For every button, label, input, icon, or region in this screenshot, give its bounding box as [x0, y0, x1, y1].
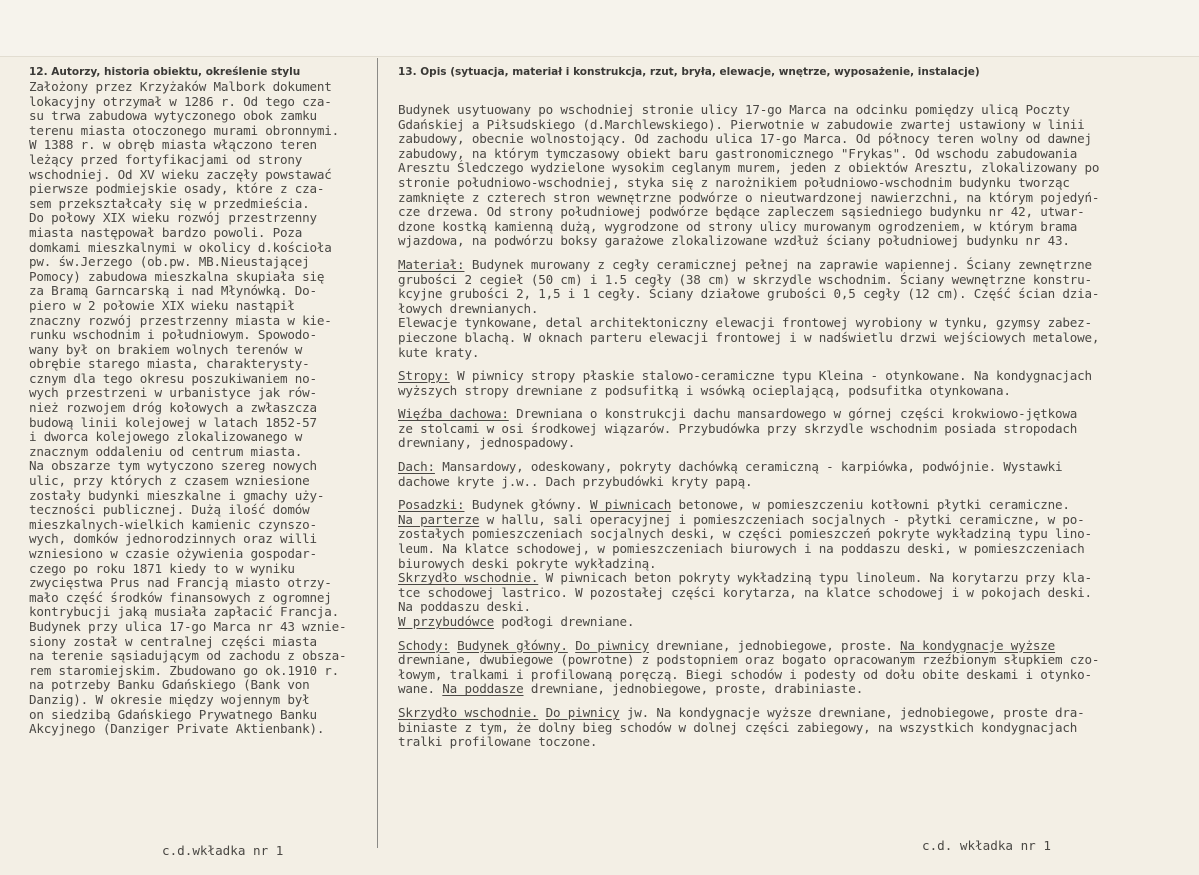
history-line: su trwa zabudowa wytyczonego obok zamku	[29, 108, 317, 124]
description-line	[398, 706, 1188, 721]
description-line	[398, 735, 1188, 750]
line-text: kcyjne grubości 2, 1,5 i 1 cegły. Ściany działowe grubości 0,5 cegły (12 cm). Część ścian dzia-	[398, 286, 1100, 302]
description-line	[398, 653, 1188, 668]
description-line	[398, 346, 1188, 361]
line-text: drewniane, jednobiegowe, proste, drabiniaste.	[523, 681, 864, 697]
history-line: i dworca kolejowego zlokalizowanego w	[29, 429, 303, 445]
history-line: Pomocy) zabudowa mieszkalna skupiała się	[29, 268, 325, 284]
line-text: łowych drewnianych.	[398, 300, 539, 316]
description-line	[398, 103, 1188, 118]
line-text: ze stolcami w osi środkowej wiązarów. Przybudówka przy skrzydle wschodnim posiada stropodach	[398, 420, 1078, 436]
continuation-note-right: c.d. wkładka nr 1	[922, 838, 1051, 853]
description-line	[398, 436, 1188, 451]
top-margin	[0, 0, 1199, 56]
description-line	[398, 407, 1188, 422]
history-line: obrębie starego miasta, charakterysty-	[29, 356, 310, 372]
section-label: W przybudówce	[398, 614, 494, 629]
line-text: Budynek główny.	[464, 497, 590, 513]
description-line	[398, 668, 1188, 683]
description-line	[398, 682, 1188, 697]
section-label: Dach:	[398, 459, 435, 475]
line-text: dzone kostką kamienną dużą, wygrodzone od strony ulicy murowanym ogrodzeniem, w którym brama	[398, 218, 1078, 234]
history-line: zostały budynki mieszkalne i gmachy uży-	[29, 487, 325, 503]
history-line: miasta następował bardzo powoli. Poza	[29, 224, 303, 240]
history-line: znacznym oddaleniu od centrum miasta.	[29, 443, 303, 459]
history-line: na potrzeby Banku Gdańskiego (Bank von	[29, 677, 310, 693]
description-line	[398, 639, 1188, 654]
line-text: Mansardowy, odeskowany, pokryty dachówką ceramiczną - karpiówka, podwójnie. Wystawki	[434, 459, 1063, 475]
line-text: biurowych deski pokryte wykładziną.	[398, 555, 657, 571]
line-text: podłogi drewniane.	[493, 614, 635, 629]
section-label: Więźba dachowa:	[398, 406, 509, 422]
description-line	[398, 302, 1188, 317]
description-line	[398, 542, 1188, 557]
description-line	[398, 571, 1188, 586]
line-text: pieczone blachą. W oknach parteru elewacji frontowej i w nadświetlu drzwi wejściowych metalowe,	[398, 329, 1100, 345]
line-text: wjazdowa, na podwórzu boksy garażowe zlokalizowane wzdłuż ściany południowej budynku nr 43.	[398, 233, 1070, 249]
description-line	[398, 600, 1188, 615]
history-line: znaczny rozwój przestrzenny miasta w kie-	[29, 312, 332, 328]
line-text: W piwnicy stropy płaskie stalowo-ceramiczne typu Kleina - otynkowane. Na kondygnacjach	[449, 368, 1092, 384]
line-text	[450, 638, 457, 653]
section-label: Schody:	[398, 637, 450, 653]
description-line	[398, 513, 1188, 528]
line-text: drewniany, jednospadowy.	[398, 435, 576, 451]
history-line: lokacyjny otrzymał w 1286 r. Od tego cza-	[29, 93, 332, 109]
history-line: zwycięstwa Prus nad Francją miasto otrzy-	[29, 575, 332, 591]
description-line	[398, 220, 1188, 235]
description-line	[398, 234, 1188, 249]
section-label: Skrzydło wschodnie.	[398, 570, 539, 586]
line-text: wane.	[398, 681, 443, 697]
history-line: ulic, przy których z czasem wzniesione	[29, 473, 310, 489]
description-line	[398, 586, 1188, 601]
line-text: cze drzewa. Od strony południowej podwórze będące zapleczem sąsiedniego budynku nr 42, utwar-	[398, 204, 1085, 220]
history-line: sem przekształcały się w przedmieścia.	[29, 195, 310, 211]
description-line	[398, 118, 1188, 133]
section-label: Na parterze	[398, 511, 480, 527]
description-line	[398, 205, 1188, 220]
line-text: jw. Na kondygnacje wyższe drewniane, jednobiegowe, proste dra-	[619, 704, 1085, 720]
history-line: Danzig). W okresie między wojennym był	[29, 691, 310, 707]
history-line: on siedzibą Gdańskiego Prywatnego Banku	[29, 706, 317, 722]
line-text: biniaste z tym, że dolny bieg schodów w dolnej części zabiegowy, na wszystkich kondygnacjach	[398, 719, 1078, 735]
description-line	[398, 615, 1188, 630]
section-12-header: 12. Autorzy, historia obiektu, określenie stylu	[29, 66, 301, 78]
line-text: drewniane, dwubiegowe (powrotne) z podstopniem oraz bogato opracowanym rzeźbionym słupkiem czo-	[398, 652, 1100, 668]
line-text: drewniane, jednobiegowe, proste.	[649, 637, 901, 653]
history-line: Budynek przy ulica 17-go Marca nr 43 wznie-	[29, 618, 347, 634]
history-text	[29, 80, 373, 737]
continuation-note-left: c.d.wkładka nr 1	[162, 843, 284, 858]
section-label: W piwnicach	[589, 497, 672, 513]
description-line	[398, 369, 1188, 384]
history-line: mało część środków finansowych z ogromnej	[29, 589, 332, 605]
line-text: W piwnicach beton pokryty wykładziną typu linoleum. Na korytarzu przy kla-	[538, 570, 1092, 586]
description-line	[398, 287, 1188, 302]
line-text: betonowe, w pomieszczeniu kotłowni płytki ceramiczne.	[671, 497, 1070, 513]
history-line: czego po roku 1871 kiedy to w wyniku	[29, 560, 295, 576]
line-text: leum. Na klatce schodowej, w pomieszczeniach biurowych i na poddaszu deski, w pomieszczeniach	[398, 541, 1085, 557]
section-13-header: 13. Opis (sytuacja, materiał i konstrukcja, rzut, bryła, elewacje, wnętrze, wyposażenie, instalacje)	[398, 66, 980, 78]
history-line: wych przestrzeni w urbanistyce jak rów-	[29, 385, 317, 401]
section-label: Materiał:	[398, 256, 465, 272]
description-line	[398, 460, 1188, 475]
history-line: nież rozwojem dróg kołowych a zwłaszcza	[29, 400, 317, 416]
description-line	[398, 384, 1188, 399]
line-text: tce schodowej lastrico. W pozostałej części korytarza, na klatce schodowej i w pokojach deski.	[398, 584, 1092, 600]
description-line	[398, 132, 1188, 147]
line-text: Drewniana o konstrukcji dachu mansardowego w górnej części krokwiowo-jętkowa	[508, 406, 1078, 422]
line-text: Elewacje tynkowane, detal architektoniczny elewacji frontowej wyrobiony w tynku, gzymsy zabez-	[398, 315, 1092, 331]
history-line: wany był on brakiem wolnych terenów w	[29, 341, 303, 357]
history-line: terenu miasta otoczonego murami obronnymi.	[29, 122, 340, 138]
line-text: w hallu, sali operacyjnej i pomieszczeniach socjalnych - płytki ceramiczne, w po-	[479, 511, 1085, 527]
section-label: Na poddasze	[442, 681, 524, 697]
description-line	[398, 176, 1188, 191]
description-line	[398, 475, 1188, 490]
section-label: Skrzydło wschodnie.	[398, 704, 539, 720]
history-line: domkami mieszkalnymi w okolicy d.kościoła	[29, 239, 332, 255]
history-line: siony został w centralnej części miasta	[29, 633, 317, 649]
history-line: Na obszarze tym wytyczono szereg nowych	[29, 458, 317, 474]
section-label: Posadzki:	[398, 497, 465, 513]
description-line	[398, 557, 1188, 572]
section-label: Budynek główny.	[457, 637, 568, 653]
history-line: Do połowy XIX wieku rozwój przestrzenny	[29, 210, 317, 226]
line-text: zabudowy, na którym tymczasowy obiekt baru gastronomicznego "Frykas". Od wschodu zabudowania	[398, 145, 1078, 161]
line-text	[538, 705, 545, 720]
history-line: za Bramą Garncarską i nad Młynówką. Do-	[29, 283, 317, 299]
line-text: stronie południowo-wschodniej, styka się z narożnikiem południowo-wschodnim budynku tworząc	[398, 174, 1070, 190]
history-line: kontrybucji jaką musiała zapłacić Francja.	[29, 604, 340, 620]
history-line: na terenie sąsiadującym od zachodu z obsza-	[29, 648, 347, 664]
description-line	[398, 161, 1188, 176]
description-text	[398, 103, 1188, 750]
history-line: rem staromiejskim. Zbudowano go ok.1910 r.	[29, 662, 340, 678]
line-text: Gdańskiej a Piłsudskiego (d.Marchlewskiego). Pierwotnie w zabudowie zwartej ustawiony w linii	[398, 116, 1085, 132]
history-line: pw. św.Jerzego (ob.pw. MB.Nieustającej	[29, 254, 310, 270]
history-line: budową linii kolejowej w latach 1852-57	[29, 414, 317, 430]
history-line: runku wschodnim i południowym. Spowodo-	[29, 327, 317, 343]
history-line: W 1388 r. w obręb miasta włączono teren	[29, 137, 317, 153]
history-line: Akcyjnego (Danziger Private Aktienbank).	[29, 721, 325, 737]
line-text: zamknięte z czterech stron wewnętrzne podwórze o nieutwardzonej nawierzchni, na którym pojedyń-	[398, 189, 1100, 205]
line-text: Budynek usytuowany po wschodniej stronie ulicy 17-go Marca na odcinku pomiędzy ulicą Poczty	[398, 102, 1070, 117]
line-text: Na poddaszu deski.	[398, 599, 531, 615]
history-line: cznym dla tego okresu poszukiwaniem no-	[29, 370, 317, 386]
column-divider	[377, 58, 378, 848]
description-line	[398, 721, 1188, 736]
history-line: pierwsze podmiejskie osady, które z cza-	[29, 181, 325, 197]
line-text: łowym, tralkami i profilowaną poręczą. Biegi schodów i podesty od dołu obite deskami i otynko-	[398, 666, 1092, 682]
history-line: teczności publicznej. Dużą ilość domów	[29, 502, 310, 518]
history-line: mieszkalnych-wielkich kamienic czynszo-	[29, 516, 317, 532]
section-label: Do piwnicy	[575, 637, 650, 653]
history-line: wschodniej. Od XV wieku zaczęły powstawać	[29, 166, 332, 182]
history-line: piero w 2 połowie XIX wieku nastąpił	[29, 297, 295, 313]
page-edge	[0, 56, 1199, 57]
history-line: leżący przed fortyfikacjami od strony	[29, 151, 303, 167]
line-text: Aresztu Śledczego wydzielone wysokim ceglanym murem, jeden z obiektów Aresztu, zlokalizowany po	[398, 160, 1100, 176]
description-line	[398, 191, 1188, 206]
description-line	[398, 316, 1188, 331]
line-text: kute kraty.	[398, 344, 480, 360]
section-label: Do piwnicy	[545, 704, 620, 720]
section-label: Stropy:	[398, 368, 450, 384]
description-line	[398, 422, 1188, 437]
line-text: wyższych stropy drewniane z podsufitką i wsówką ocieplającą, podsufitka otynkowana.	[398, 382, 1011, 398]
line-text: dachowe kryte j.w.. Dach przybudówki kryty papą.	[398, 473, 753, 489]
section-label: Na kondygnacje wyższe	[900, 637, 1056, 653]
history-line: Założony przez Krzyżaków Malbork dokument	[29, 79, 332, 94]
description-line	[398, 258, 1188, 273]
line-text: zostałych pomieszczeniach socjalnych deski, w części pomieszczeń pokryte wykładziną typu lino-	[398, 526, 1092, 542]
description-line	[398, 331, 1188, 346]
history-line: wzniesiono w czasie ożywienia gospodar-	[29, 546, 317, 561]
line-text: grubości 2 cegieł (50 cm) i 1.5 cegły (38 cm) w skrzydle wschodnim. Ściany wewnętrzne konstru-	[398, 271, 1092, 287]
description-line	[398, 147, 1188, 162]
line-text: Budynek murowany z cegły ceramicznej pełnej na zaprawie wapiennej. Ściany zewnętrzne	[464, 256, 1092, 272]
description-line	[398, 498, 1188, 513]
description-line	[398, 273, 1188, 288]
line-text: tralki profilowane toczone.	[398, 734, 598, 750]
history-line: wych, domków jednorodzinnych oraz willi	[29, 531, 317, 547]
line-text: zabudowy, obecnie wolnostojący. Od zachodu ulica 17-go Marca. Od północy teren wolny od dawnej	[398, 131, 1092, 147]
description-line	[398, 527, 1188, 542]
